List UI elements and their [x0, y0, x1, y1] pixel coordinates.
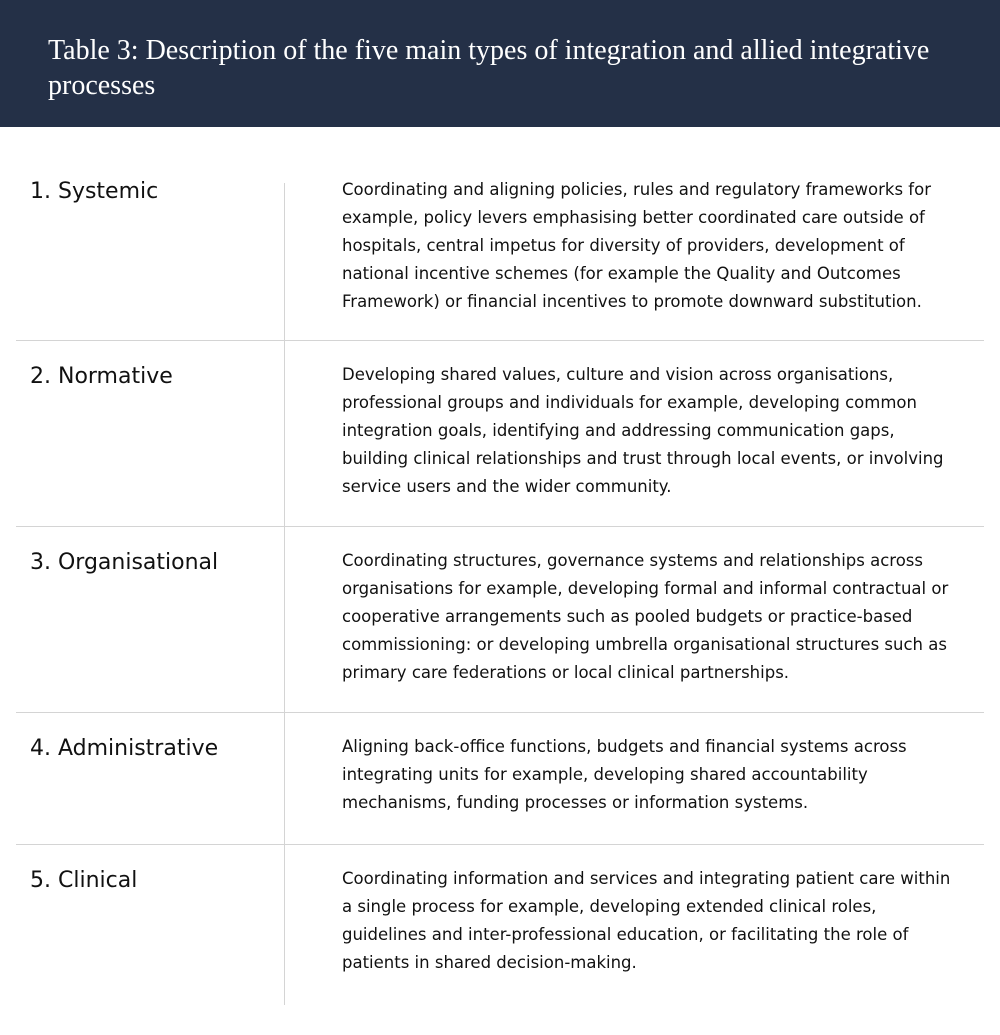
table-title: Table 3: Description of the five main types of integration and allied integrative processes [48, 35, 930, 101]
table-row [16, 713, 984, 845]
integration-type-name: 3. Organisational [30, 550, 219, 575]
integration-type-description: Coordinating structures, governance systems and relationships across organisations for example, developing formal and informal contractual or cooperative arrangements such as pooled budgets or practice-based commissioning: or developing umbrella organisational structures such as primary care federations or local clinical partnerships. [342, 551, 949, 682]
integration-type-name: 2. Normative [30, 364, 173, 389]
table-header-banner [0, 0, 1000, 127]
table-row [16, 845, 984, 1005]
column-divider [284, 527, 285, 712]
column-divider [284, 183, 285, 340]
integration-type-name: 1. Systemic [30, 179, 159, 204]
integration-type-name: 5. Clinical [30, 868, 138, 893]
integration-type-description: Coordinating and aligning policies, rules and regulatory frameworks for example, policy levers emphasising better coordinated care outside of hospitals, central impetus for diversity of providers, development of national incentive schemes (for example the Quality and Outcomes Framework) or financial incentives to promote downward substitution. [342, 180, 931, 311]
integration-type-name: 4. Administrative [30, 736, 219, 761]
integration-type-description: Developing shared values, culture and vision across organisations, professional groups and individuals for example, developing common integration goals, identifying and addressing communication gaps, building clinical relationships and trust through local events, or involving service users and the wider community. [342, 365, 944, 496]
column-divider [284, 713, 285, 844]
column-divider [284, 341, 285, 526]
integration-type-description: Coordinating information and services and integrating patient care within a single process for example, developing extended clinical roles, guidelines and inter-professional education, or facilitating the role of patients in shared decision-making. [342, 869, 951, 972]
table-row [16, 156, 984, 341]
integration-types-table [16, 156, 984, 1005]
table-row [16, 527, 984, 713]
integration-type-description: Aligning back-office functions, budgets and financial systems across integrating units for example, developing shared accountability mechanisms, funding processes or information systems. [342, 737, 907, 812]
column-divider [284, 845, 285, 1005]
table-row [16, 341, 984, 527]
